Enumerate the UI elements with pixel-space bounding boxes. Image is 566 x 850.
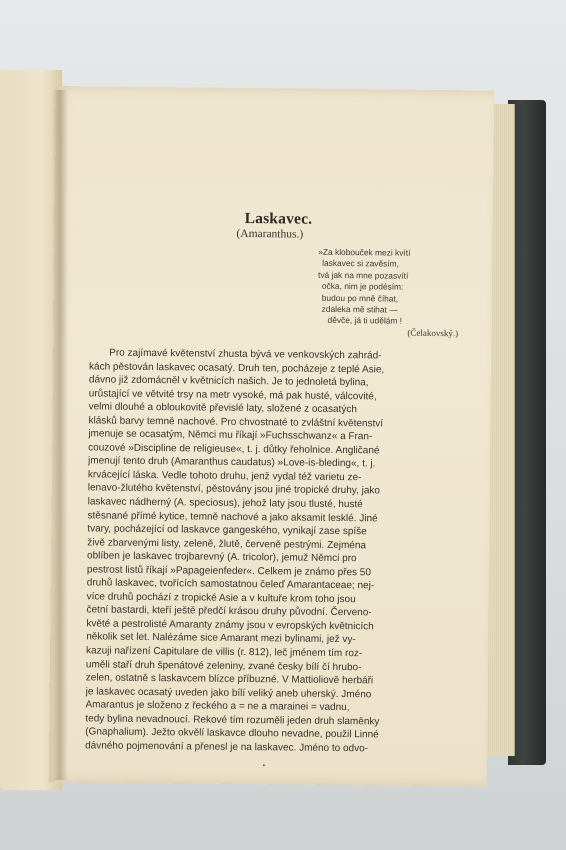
text-line: živě zbarvenými listy, zeleně, žlutě, červeně pestrými. Zejména [87,537,367,551]
body-paragraph [85,346,465,756]
text-line: je laskavec ocasatý uveden jako bílí veliký aneb uherský. Jméno [85,686,372,701]
epigraph-attribution: (Čelakovský.) [407,327,459,339]
text-line: tedy bylina nevadnoucí. Rekové tím rozuměli jeden druh slaměnky [85,713,380,728]
text-line: velmi dlouhé a obloukovitě převislé laty, složené z ocasatých [88,401,357,416]
text-line: Pro zajímavé květenství zhusta bývá ve venkovských zahrád- [109,347,382,362]
epigraph-line: děvče, já ti udělám ! [327,315,403,327]
text-line: zelen, ostatně s laskavcem blízce příbuzné. V Mattioliově herbáři [85,672,374,687]
epigraph-line: »Za klobouček mezi kvítí [318,246,411,258]
epigraph-line: tvá jak na mne pozasvítí [317,269,409,281]
text-line: dávno již zdomácněl v květnicích našich. Je to jednoletá bylina, [88,374,369,389]
text-line: jmenují tento druh (Amaranthus caudatus) »Love-is-bleding«, t. j. [88,455,376,470]
epigraph-line: očka, nim je podésím: [321,281,404,292]
text-line: laskavec nádherný (A. speciosus), jehož laty jsou tlusté, husté [87,496,363,511]
text-line: lenavo-žlutého květenství, pěstovány jsou jiné tropické druhy, jako [87,482,381,497]
text-line: pestrost listů říkají »Papageienfeder«. Celkem je známo přes 50 [86,564,372,579]
text-line: urůstající ve větvité trsy na metr vysoké, má pak husté, válcovité, [88,388,377,403]
page-speck [263,764,265,766]
text-line: (Gnaphalium). Ježto okvělí laskavce dlouho nevadne, použil Linné [85,726,379,741]
text-line: oblíben je laskavec trojbarevný (A. tricolor), jemuž Němci pro [87,550,357,565]
text-line: druhů laskavec, tvořících samostatnou čeleď Amarantaceae; nej- [86,577,375,592]
epigraph-line: laskavec si zavěsím, [322,258,400,270]
text-line: četní bastardi, kteří ještě předčí krásou druhy původní. Červeno- [86,604,372,619]
page-title: Laskavec. [244,209,313,228]
epigraph [317,247,488,340]
text-line: několik set let. Nalézáme sice Amarant mezi bylinami, jež vy- [86,631,356,646]
epigraph-line: budou po mně číhat, [321,292,399,304]
text-line: jmenuje se ocasatým, Němci mu říkají »Fuchsschwanz« a Fran- [88,428,373,443]
text-line: více druhů pochází z tropické Asie a v kultuře krom toho jsou [86,591,356,606]
text-line: stěsnané přímé kytice, temně nachové a jako aksamit lesklé. Jiné [87,509,378,524]
text-line: tvary, pocházející od laskavce gangeského, vynikají zase spíše [87,523,367,538]
text-line: květé a pestrolisté Amaranty známy jsou v evropských květnicích [86,618,374,633]
spine-shadow [52,90,68,780]
text-line: kazuji nařízení Capitulare de villis (r. 812), leč jménem tím roz- [86,645,363,660]
book-page [49,86,494,787]
text-line: dávného pojmenování a přenesl je na laskavec. Jméno to odvo- [85,740,369,755]
text-line: Amarantus je složeno z řeckého a = ne a marainei = vadnu, [85,699,350,714]
text-line: krvácející láska. Vedle tohoto druhu, jenž vydal též varietu ze- [87,469,362,484]
text-line: kách pěstován laskavec ocasatý. Druh ten, pocházeje z teplé Asie, [89,360,385,375]
text-line: uměli staří druh špenátové zeleniny, zvané česky bílí čí hrubo- [85,658,362,673]
epigraph-line: zdaleka mě stihat — [321,303,398,315]
text-line: klásků barvy temně nachové. Pro chvostnaté to zvláštní květenství [88,415,384,430]
page-subtitle: (Amaranthus.) [236,227,304,241]
text-line: couzové »Discipline de religieuse«, t. j. důtky řeholnice. Angličané [88,442,380,457]
